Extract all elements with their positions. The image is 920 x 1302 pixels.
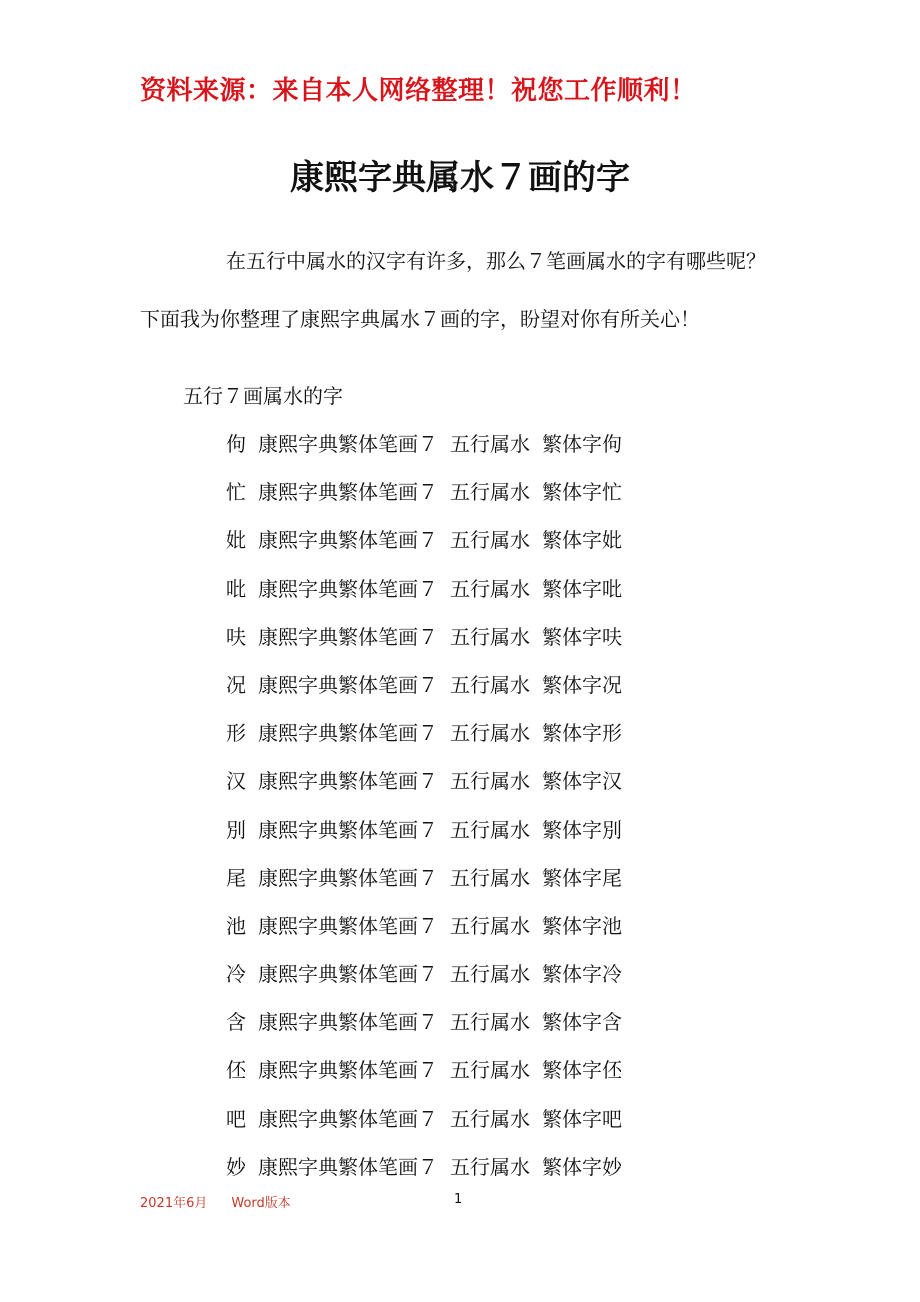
list-item xyxy=(226,757,622,805)
page-number: 1 xyxy=(454,1192,463,1207)
character-list xyxy=(226,420,622,1191)
character: 汉 xyxy=(226,769,246,794)
intro-paragraph xyxy=(140,232,800,348)
traditional-form: 繁体字呋 xyxy=(542,624,622,649)
dictionary-strokes: 康熙字典繁体笔画７ xyxy=(258,672,438,697)
list-item xyxy=(226,709,622,757)
dictionary-strokes: 康熙字典繁体笔画７ xyxy=(258,769,438,794)
dictionary-strokes: 康熙字典繁体笔画７ xyxy=(258,1058,438,1083)
traditional-form: 繁体字吡 xyxy=(542,576,622,601)
traditional-form: 繁体字冷 xyxy=(542,962,622,987)
list-item xyxy=(226,1046,622,1094)
list-item xyxy=(226,565,622,613)
character: 呋 xyxy=(226,624,246,649)
list-item xyxy=(226,420,622,468)
dictionary-strokes: 康熙字典繁体笔画７ xyxy=(258,576,438,601)
element-label: 五行属水 xyxy=(450,1106,530,1131)
character: 吧 xyxy=(226,1106,246,1131)
footer-date: 2021年6月 xyxy=(140,1196,208,1211)
character: 况 xyxy=(226,672,246,697)
section-heading: 五行７画属水的字 xyxy=(183,384,343,408)
source-banner: 资料来源：来自本人网络整理！祝您工作顺利！ xyxy=(140,76,697,106)
element-label: 五行属水 xyxy=(450,913,530,938)
list-item xyxy=(226,468,622,516)
element-label: 五行属水 xyxy=(450,1058,530,1083)
element-label: 五行属水 xyxy=(450,528,530,553)
element-label: 五行属水 xyxy=(450,721,530,746)
traditional-form: 繁体字形 xyxy=(542,721,622,746)
list-item xyxy=(226,613,622,661)
element-label: 五行属水 xyxy=(450,865,530,890)
list-item xyxy=(226,1095,622,1143)
list-item xyxy=(226,1143,622,1191)
list-item xyxy=(226,806,622,854)
element-label: 五行属水 xyxy=(450,1154,530,1179)
traditional-form: 繁体字妙 xyxy=(542,1154,622,1179)
element-label: 五行属水 xyxy=(450,672,530,697)
dictionary-strokes: 康熙字典繁体笔画７ xyxy=(258,528,438,553)
character: 形 xyxy=(226,721,246,746)
dictionary-strokes: 康熙字典繁体笔画７ xyxy=(258,432,438,456)
dictionary-strokes: 康熙字典繁体笔画７ xyxy=(258,1106,438,1131)
element-label: 五行属水 xyxy=(450,432,530,456)
dictionary-strokes: 康熙字典繁体笔画７ xyxy=(258,1154,438,1179)
character: 吡 xyxy=(226,576,246,601)
intro-line-2: 下面我为你整理了康熙字典属水７画的字，盼望对你有所关心！ xyxy=(140,307,700,331)
character: 伾 xyxy=(226,1058,246,1083)
traditional-form: 繁体字况 xyxy=(542,672,622,697)
character: 佝 xyxy=(226,432,246,456)
character: 妙 xyxy=(226,1154,246,1179)
character: 妣 xyxy=(226,528,246,553)
traditional-form: 繁体字尾 xyxy=(542,865,622,890)
dictionary-strokes: 康熙字典繁体笔画７ xyxy=(258,913,438,938)
traditional-form: 繁体字吧 xyxy=(542,1106,622,1131)
traditional-form: 繁体字池 xyxy=(542,913,622,938)
footer xyxy=(140,1192,291,1211)
dictionary-strokes: 康熙字典繁体笔画７ xyxy=(258,721,438,746)
element-label: 五行属水 xyxy=(450,962,530,987)
page-title: 康熙字典属水７画的字 xyxy=(290,158,630,198)
intro-line-1: 在五行中属水的汉字有许多，那么７笔画属水的字有哪些呢？ xyxy=(226,249,766,273)
dictionary-strokes: 康熙字典繁体笔画７ xyxy=(258,962,438,987)
traditional-form: 繁体字忙 xyxy=(542,480,622,505)
list-item xyxy=(226,661,622,709)
element-label: 五行属水 xyxy=(450,817,530,842)
dictionary-strokes: 康熙字典繁体笔画７ xyxy=(258,1010,438,1035)
list-item xyxy=(226,998,622,1046)
list-item xyxy=(226,950,622,998)
dictionary-strokes: 康熙字典繁体笔画７ xyxy=(258,480,438,505)
traditional-form: 繁体字含 xyxy=(542,1010,622,1035)
list-item xyxy=(226,902,622,950)
element-label: 五行属水 xyxy=(450,769,530,794)
list-item xyxy=(226,516,622,564)
element-label: 五行属水 xyxy=(450,624,530,649)
character: 尾 xyxy=(226,865,246,890)
character: 池 xyxy=(226,913,246,938)
list-item xyxy=(226,854,622,902)
footer-version: Word版本 xyxy=(231,1196,291,1211)
traditional-form: 繁体字佝 xyxy=(542,432,622,456)
traditional-form: 繁体字別 xyxy=(542,817,622,842)
element-label: 五行属水 xyxy=(450,1010,530,1035)
element-label: 五行属水 xyxy=(450,576,530,601)
traditional-form: 繁体字妣 xyxy=(542,528,622,553)
dictionary-strokes: 康熙字典繁体笔画７ xyxy=(258,865,438,890)
character: 含 xyxy=(226,1010,246,1035)
element-label: 五行属水 xyxy=(450,480,530,505)
traditional-form: 繁体字汉 xyxy=(542,769,622,794)
dictionary-strokes: 康熙字典繁体笔画７ xyxy=(258,624,438,649)
character: 忙 xyxy=(226,480,246,505)
traditional-form: 繁体字伾 xyxy=(542,1058,622,1083)
character: 別 xyxy=(226,817,246,842)
dictionary-strokes: 康熙字典繁体笔画７ xyxy=(258,817,438,842)
character: 冷 xyxy=(226,962,246,987)
